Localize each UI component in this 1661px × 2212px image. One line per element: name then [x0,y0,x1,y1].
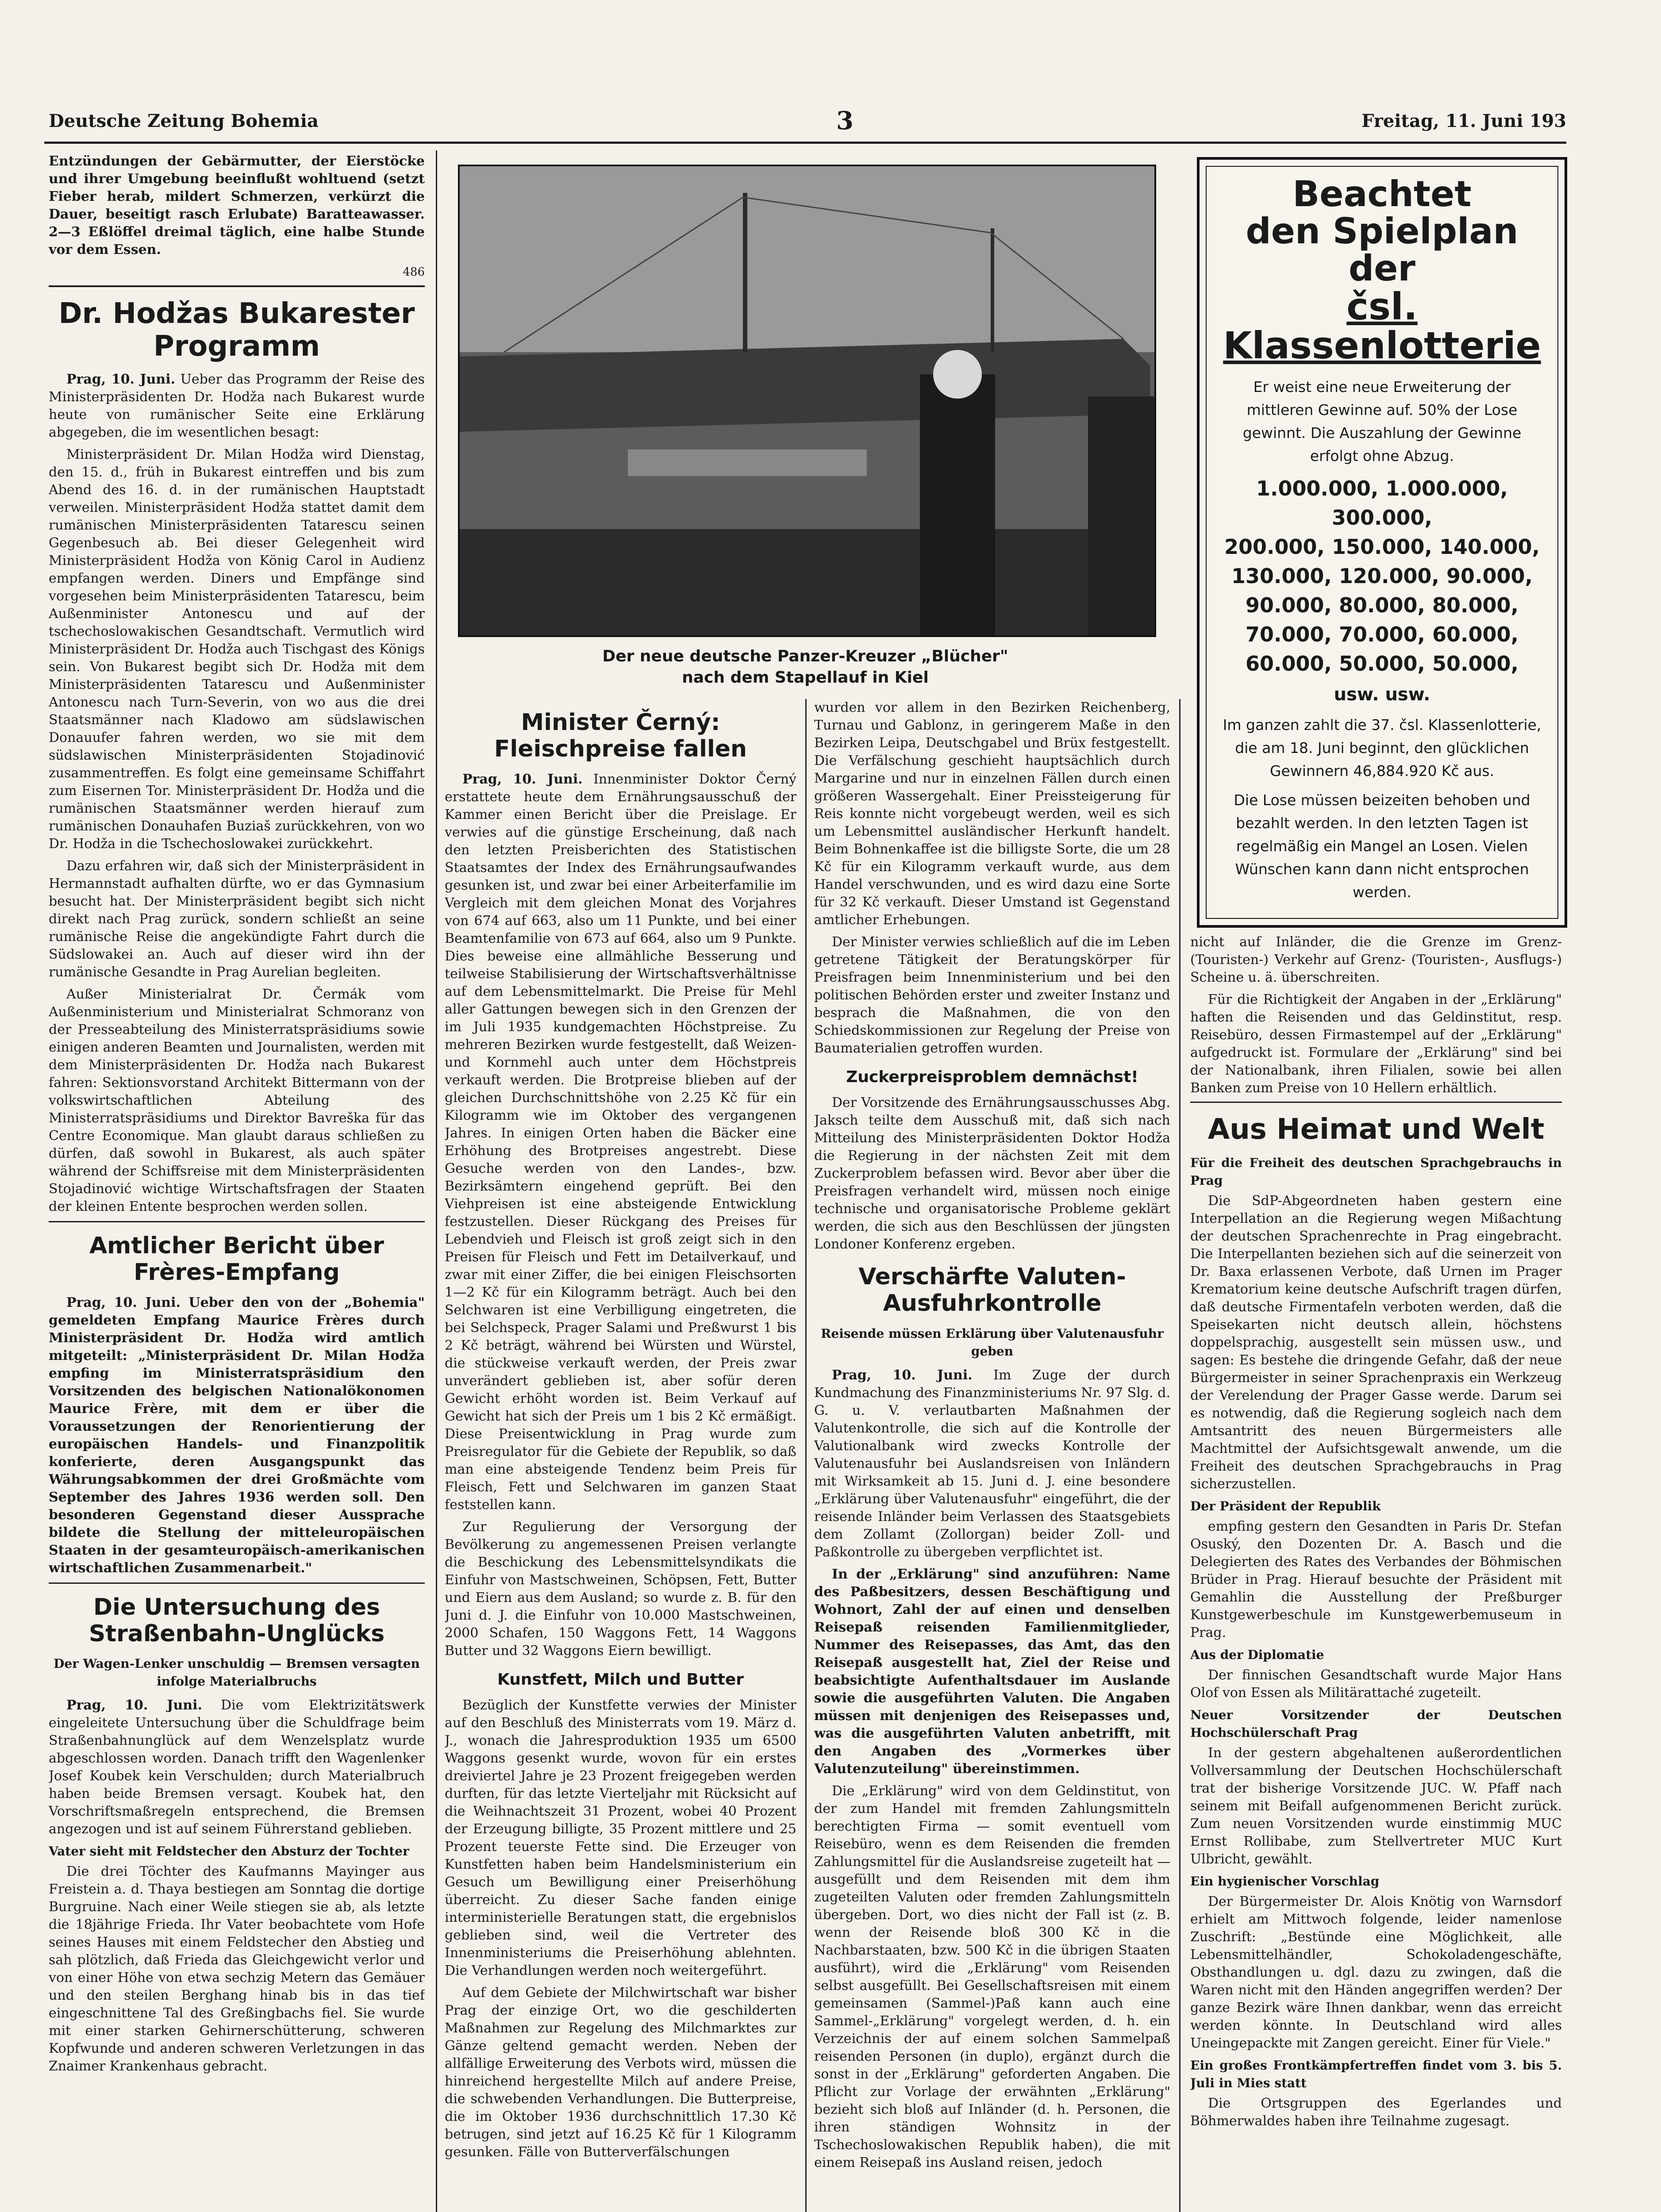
ad-prize-row: 90.000, 80.000, 80.000, [1246,593,1519,618]
article-text: Für die Richtigkeit der Angaben in der „Erklärung" haften die Reisenden und das Geldinstitut, resp. Reisebüro, dessen Firmastempel auf der „Erklärung" aufgedruckt ist. Formulare der „Erklärung" sind bei der Nationalbank, ihren Filialen, sowie bei allen Banken zum Preise von 10 Hellern erhältlich. [1190,992,1562,1096]
article-text: Der Minister verwies schließlich auf die im Leben getretene Tätigkeit der Beratungskörper für Preisfragen beim Innenministerium und bei den politischen Behörden erster und zweiter Instanz und besprach die Maßnahmen, die von den Schiedskommissionen zur Regelung der Preise von Baumaterialien getroffen wurden. [814,934,1170,1056]
issue-date: Freitag, 11. Juni 193 [1361,111,1566,131]
ad-prize-list [1218,474,1546,678]
page-number: 3 [836,106,854,135]
article-headline-fat: Kunstfett, Milch und Butter [497,1670,744,1689]
dateline: Prag, 10. Juni. [66,1697,202,1713]
article-text: Dazu erfahren wir, daß sich der Ministerpräsident in Hermannstadt aufhalten dürfte, wo er das Gymnasium besucht hat. Der Ministerpräsident begibt sich nicht direkt nach Prag zurück, sondern schließt an seine rumänische Reise die angekündigte Fahrt durch die Südslowakei an. Auch auf dieser wird ihn der rumänische Gesandte in Prag Aurelian begleiten. [49,858,425,980]
article-text: Auf dem Gebiete der Milchwirtschaft war bisher Prag der einzige Ort, wo die geschilderten Maßnahmen zur Regelung des Milchmarktes zur Gänze geltend gemacht werden. Neben der allfällige Erweiterung des Verbots wird, müssen die hinreichend hergestellte Milch auf andere Preise, die schwebenden Verhandlungen. Die Butterpreise, die im Oktober 1936 durchschnittlich 17.30 Kč betrugen, sind jetzt auf 16.25 Kč für 1 Kilogramm gesunken. Fälle von Butterverfälschungen [445,1985,796,2160]
divider [49,285,425,287]
dateline: Prag, 10. Juni. [832,1367,973,1383]
article-text: Die drei Töchter des Kaufmanns Mayinger aus Freistein a. d. Thaya bestiegen am Sonntag die dortige Burgruine. Nach einer Weile stiegen sie ab, als letzte die 18jährige Frieda. Ihr Vater beobachtete vom Hofe seines Hauses mit einem Feldstecher den Abstieg und sah plötzlich, daß Frieda das Gleichgewicht verlor und von einer Höhe von etwa sechzig Metern das Gemäuer und den steilen Berghang hinab bis in das tief eingeschnittene Tal des Greßingbachs fiel. Sie wurde mit einer starken Gehirnerschütterung, schweren Kopfwunde und anderen schweren Verletzungen in das Znaimer Krankenhaus gebracht. [49,1864,425,2074]
ad-prize-row: 70.000, 70.000, 60.000, [1246,622,1519,647]
article-minor-headline: Vater sieht mit Feldstecher den Absturz der Tochter [49,1844,409,1859]
paper-name: Deutsche Zeitung Bohemia [49,111,319,131]
article-minor-headline: Der Präsident der Republik [1190,1498,1381,1513]
article-subheadline: Der Wagen-Lenker unschuldig — Bremsen versagten infolge Materialbruchs [54,1656,420,1689]
article-text: Die SdP-Abgeordneten haben gestern eine Interpellation an die Regierung wegen Mißachtung der deutschen Sprachenrechte in Prag eingebracht. Die Interpellanten beziehen sich auf die seinerzeit von Dr. Baxa erlassenen Verbote, daß Urnen im Prager Krematorium keine deutsche Aufschrift tragen dürfen, daß deutsche Firmentafeln verboten werden, daß die Speisekarten nicht deutsch allein, höchstens doppelsprachig, ausgestellt sein müssen usw., und sagen: Es bestehe die dringende Gefahr, daß der neue Bürgermeister in seiner Sprachenpraxis ein Werkzeug der Verelendung der Prager Gasse werde. Darum sei es notwendig, daß die Regierung sogleich nach dem Amtsantritt des neuen Bürgermeisters alle Machtmittel der Aufsichtsgewalt anwende, um die Freiheit des deutschen Sprachgebrauchs in Prag sicherzustellen. [1190,1193,1562,1492]
article-text: Die „Erklärung" wird von dem Geldinstitut, von der zum Handel mit fremden Zahlungsmitteln berechtigten Firma — somit eventuell vom Reisebüro, wenn es dem Reisenden die fremden Zahlungsmittel für die Auslandsreise zugeteilt hat — ausgefüllt und dem Reisenden mit dem ihm zugeteilten Valuten oder fremden Zahlungsmitteln übergeben. Dort, wo dies nicht der Fall ist (z. B. wenn der Reisende bloß 300 Kč in die Nachbarstaaten, bzw. 500 Kč in die übrigen Staaten ausführt), wird die „Erklärung" vom Reisenden selbst ausgefüllt. Bei Gesellschaftsreisen mit einem gemeinsamen (Sammel-)Paß kann auch eine Sammel-„Erklärung" vorgelegt werden, d. h. ein Verzeichnis der auf einem solchen Sammelpaß reisenden Personen (in duplo), ergänzt durch die sonst in der „Erklärung" geforderten Angaben. Die Pflicht zur Vorlage der erwähnten „Erklärung" bezieht sich bloß auf Inländer (d. h. Personen, die ihren ständigen Wohnsitz in der Tschechoslowakischen Republik haben), die mit einem Reisepaß ins Ausland reisen, jedoch [814,1783,1170,2170]
article-text: In der gestern abgehaltenen außerordentlichen Vollversammlung der Deutschen Hochschülerschaft trat der bisherige Vorsitzende JUC. W. Pfaff nach seinem mit Beifall aufgenommenen Bericht zurück. Zum neuen Vorsitzenden wurde einstimmig MUC Ernst Rollibabe, zum Stellvertreter MUC Kurt Ulbricht, gewählt. [1190,1745,1562,1867]
ad-text: Im ganzen zahlt die 37. čsl. Klassenlotterie, die am 18. Juni beginnt, den glücklichen Gewinnern 46,884.920 Kč aus. [1223,716,1542,780]
section-headline-heimat: Aus Heimat und Welt [1207,1113,1545,1146]
article-text: Zur Regulierung der Versorgung der Bevölkerung zu angemessenen Preisen verlangte die Beschickung des Lebensmittelsyndikats die Einfuhr von Mastschweinen, Schöpsen, Fett, Butter und Eiern aus dem Ausland; so wurde z. B. für den Juni d. J. die Einfuhr von 10.000 Mastschweinen, 2000 Schafen, 150 Waggons Fett, 14 Waggons Butter und 32 Waggons Eiern bewilligt. [445,1519,796,1659]
ad-headline: den Spielplan der [1246,211,1519,289]
article-minor-headline: Ein großes Frontkämpfertreffen findet vom 3. bis 5. Juli in Mies statt [1190,2058,1562,2090]
article-text: Der finnischen Gesandtschaft wurde Major Hans Olof von Essen als Militärattaché zugeteilt. [1190,1667,1562,1701]
article-subheadline: Reisende müssen Erklärung über Valutenausfuhr geben [821,1326,1164,1359]
dateline: Prag, 10. Juni. [462,771,583,787]
divider [49,1221,425,1222]
ad-headline: čsl. Klassenlotterie [1223,285,1541,368]
article-text: Innenminister Doktor Černý erstattete heute dem Ernährungsausschuß der Kammer einen Bericht über die Preislage. Er verwies auf die günstige Erscheinung, daß nach den letzten Preisberichten des Statistischen Staatsamtes der Index des Ernährungsaufwandes gesunken ist, und zwar bei einer Arbeiterfamilie im Vergleich mit dem gleichen Monat des Vorjahres von 674 auf 663, also um 11 Punkte, und bei einer Beamtenfamilie von 673 auf 664, also um 9 Punkte. Dies beweise eine allmähliche Besserung und teilweise Stabilisierung der Wirtschaftsverhältnisse auf dem Lebensmittelmarkt. Die Preise für Mehl aller Gattungen bewegen sich in den Grenzen der im Juli 1935 kundgemachten Höchstpreise. Zu mehreren Bezirken wurde festgestellt, daß Weizen- und Kornmehl auch unter dem Höchstpreis verkauft werden. Die Brotpreise blieben auf der gleichen Durchschnittshöhe von 2.25 Kč für ein Kilogramm wie im Oktober des vergangenen Jahres. In einigen Orten haben die Bäcker eine Erhöhung des Brotpreises angestrebt. Diese Gesuche werden von den Landes-, bzw. Bezirksämtern eingehend geprüft. Bei den Viehpreisen ist eine absteigende Entwicklung festzustellen. Dieser Rückgang des Preises für Lebendvieh und Fleisch ist groß zeigt sich in den Preisen für Fleisch und Fett im Detailverkauf, und zwar mit einer Ziffer, die bei einigen Fleischsorten 1—2 Kč für ein Kilogramm beträgt. Auch bei den Selchwaren ist eine Verbilligung eingetreten, die bei Selchspeck, Prager Salami und Preßwurst 1 bis 2 Kč beträgt, während bei Würsten und Würstel, die stückweise verkauft werden, der Preis zwar unverändert geblieben ist, aber sofür deren Gewicht erhöht worden ist. Beim Verkauf auf Gewicht hat sich der Preis um 1 bis 2 Kč ermäßigt. Diese Preisentwicklung in Prag wurde zum Preisregulator für die Gebiete der Republik, so daß man eine absteigende Tendenz beim Preis für Fleisch, Fett und Selchwaren im ganzen Staat feststellen kann. [445,771,796,1513]
article-text: wurden vor allem in den Bezirken Reichenberg, Turnau und Gablonz, in geringerem Maße in den Bezirken Leipa, Deutschgabel und Brüx festgestellt. Die Verfälschung geschieht hauptsächlich durch Margarine und nur in einzelnen Fällen durch einen größeren Wassergehalt. Einer Preissteigerung für Reis konnte nicht vorgebeugt werden, weil es sich um Lebensmittel ausländischer Herkunft handelt. Beim Bohnenkaffee ist die billigste Sorte, die um 28 Kč für ein Kilogramm verkauft wurde, aus dem Handel verschwunden, und es wird dazu eine Sorte für 32 Kč verkauft. Dieser Umstand ist Gegenstand amtlicher Erhebungen. [814,700,1170,928]
article-headline-currency: Verschärfte Valuten-Ausfuhrkontrolle [858,1263,1126,1317]
ad-usw: usw. usw. [1334,684,1430,705]
lottery-advertisement [1197,157,1567,928]
cruiser-photo-image [460,166,1154,635]
ad-prize-row: 200.000, 150.000, 140.000, [1224,535,1540,559]
ad-text: Die Lose müssen beizeiten behoben und bezahlt werden. In den letzten Tagen ist regelmäßig ein Mangel an Losen. Vielen Wünschen kann dann nicht entsprochen werden. [1234,791,1530,901]
column-1 [49,153,425,2212]
masthead [49,106,1566,137]
ad-prize-row: 60.000, 50.000, 50.000, [1246,652,1519,676]
article-text: empfing gestern den Gesandten in Paris Dr. Stefan Osuský, den Dozenten Dr. A. Basch und die Delegierten des Rates des Verbandes der Böhmischen Brüder in Prag. Hierauf besuchte der Präsident mit Gemahlin die Ausstellung der Preßburger Kunstgewerbeschule im Kunstgewerbemuseum in Prag. [1190,1518,1562,1640]
article-headline-freres: Amtlicher Bericht über Frères-Empfang [89,1233,384,1286]
ad-prize-row: 130.000, 120.000, 90.000, [1231,564,1533,588]
article-text: Im Zuge der durch Kundmachung des Finanzministeriums Nr. 97 Slg. d. G. u. V. verlautbarten Maßnahmen der Valutenkontrolle, die sich auf die Kontrolle der Valutionalbank wird zwecks Kontrolle der Valutenausfuhr bei Auslandsreisen von Inländern mit Wirksamkeit ab 15. Juni d. J. eine besondere „Erklärung über Valutenausfuhr" eingeführt, die der reisende Inländer beim Verlassen des Staatsgebiets dem Zollamt (Zollorgan) beider Zoll- und Paßkontrolle zu übergeben verpflichtet ist. [814,1367,1170,1560]
divider [1190,1102,1562,1103]
article-minor-headline: Aus der Diplomatie [1190,1647,1324,1662]
column-4 [1190,933,1562,2212]
article-text: nicht auf Inländer, die die Grenze im Grenz- (Touristen-) Verkehr auf Grenz- (Touristen-, Ausflugs-) Scheine u. ä. überschreiten. [1190,934,1562,985]
ad-prize-row: 1.000.000, 1.000.000, 300.000, [1256,476,1508,530]
article-minor-headline: Neuer Vorsitzender der Deutschen Hochschülerschaft Prag [1190,1707,1562,1740]
photo-caption-line: Der neue deutsche Panzer-Kreuzer „Blücher" [602,647,1008,665]
masthead-rule [44,142,1566,144]
article-minor-headline: Ein hygienischer Vorschlag [1190,1874,1380,1889]
article-text: Die vom Elektrizitätswerk eingeleitete Untersuchung über die Schuldfrage beim Straßenbahnunglück auf dem Wenzelsplatz wurde abgeschlossen worden. Danach trifft den Wagenlenker Josef Koubek kein Verschulden; durch Materialbruch haben beide Bremsen versagt. Koubek hat, den Vorschriftsmaßregeln entsprechend, die Bremsen angezogen und ist auf seinem Führerstand geblieben. [49,1697,425,1837]
ad-headline: Beachtet [1292,173,1472,215]
article-text: Ministerpräsident Dr. Milan Hodža wird Dienstag, den 15. d., früh in Bukarest eintreffen und bis zum Abend des 16. d. in der rumänischen Hauptstadt verweilen. Ministerpräsident Hodža stattet damit dem rumänischen Ministerpräsidenten Tatarescu seinen Gegenbesuch ab. Bei dieser Gelegenheit wird Ministerpräsident Hodža von König Carol in Audienz empfangen werden. Diners und Empfänge sind vorgesehen beim Ministerpräsidenten Tatarescu, beim Außenminister Antonescu und auf der tschechoslowakischen Gesandtschaft. Vermutlich wird Ministerpräsident Dr. Hodža auch Tischgast des Königs sein. Von Bukarest begibt sich Dr. Hodža mit dem Ministerpräsidenten Tatarescu und Außenminister Antonescu nach Turn-Severin, von wo aus die drei Staatsmänner nach Kladowo am südslawischen Donauufer fahren werden, wo sie mit dem südslawischen Ministerpräsidenten Stojadinović zusammentreffen. Es folgt eine gemeinsame Schiffahrt zum Eisernen Tor. Ministerpräsident Dr. Hodža und die rumänischen Staatsmänner werden hierauf zum rumänischen Donauhafen Buziaš zurückkehren, von wo Dr. Hodža in die Tschechoslowakei zurückkehrt. [49,447,425,852]
article-text: Bezüglich der Kunstfette verwies der Minister auf den Beschluß des Ministerrats vom 19. März d. J., wonach die Jahresproduktion 1935 um 6500 Waggons gesenkt wurde, wovon für ein erstes dreiviertel Jahre je 23 Prozent freigegeben werden durften, für das letzte Vierteljahr mit Rücksicht auf die Weihnachtszeit 31 Prozent, wobei 40 Prozent der Erzeugung billigte, 35 Prozent mittlere und 25 Prozent teuerste Fette sind. Die Erzeuger von Kunstfetten haben beim Handelsministerium ein Gesuch um Bewilligung einer Preiserhöhung überreicht. Zu dieser Sache fanden einige interministerielle Beratungen statt, die ergebnislos geblieben sind, weil die Vertreter des Innenministeriums die Preiserhöhung ablehnten. Die Verhandlungen werden noch weitergeführt. [445,1697,796,1978]
divider [49,1582,425,1584]
lottery-ad-frame [1206,166,1558,919]
article-text: Der Vorsitzende des Ernährungsausschusses Abg. Jaksch teilte dem Ausschuß mit, daß sich nach Mitteilung des Ministerpräsidenten Doktor Hodža die Regierung in der nächsten Zeit mit dem Zuckerproblem befassen wird. Bevor aber über die Preisfragen verhandelt wird, müssen noch einige technische und organisatorische Probleme geklärt werden, die sich aus den Beschlüssen der jüngsten Londoner Konferenz ergeben. [814,1095,1170,1252]
column-divider [436,150,437,2212]
column-divider [1179,699,1180,2212]
article-headline-cerny: Minister Černý: Fleischpreise fallen [494,709,747,762]
article-text: Ueber den von der „Bohemia" gemeldeten Empfang Maurice Frères durch Ministerpräsident Dr. Hodža wird amtlich mitgeteilt: „Ministerpräsident Dr. Milan Hodža empfing im Ministerratspräsidium den Vorsitzenden des belgischen Nationalökonomen Maurice Frère, mit dem er über die Voraussetzungen der Renorientierung der europäischen Handels- und Finanzpolitik konferierte, deren Ausgangspunkt das Währungsabkommen der drei Großmächte vom September des Jahres 1936 werden soll. Den besonderen Gegenstand dieser Aussprache bildete die Stellung der mitteleuropäischen Staaten in der gesamteuropäisch-amerikanischen wirtschaftlichen Zusammenarbeit." [49,1294,425,1576]
article-headline-hodza: Dr. Hodžas Bukarester Programm [58,297,415,363]
article-text: In der „Erklärung" sind anzuführen: Name des Paßbesitzers, dessen Beschäftigung und Wohnort, Zahl der auf einen und denselben Reisepaß reisenden Familienmitglieder, Nummer des Reisepasses, das Amt, das den Reisepaß ausgestellt hat, Ziel der Reise und beabsichtigte Aufenthaltsdauer im Auslande sowie die ausgeführten Valuten. Die Angaben müssen mit denjenigen des Reisepasses und, was die ausgeführten Valuten anbetrifft, mit den Angaben des „Vormerkes über Valutenzuteilung" übereinstimmen. [814,1566,1170,1777]
intro-text: Entzündungen der Gebärmutter, der Eierstöcke und ihrer Umgebung beeinflußt wohltuend (setzt Fieber herab, mildert Schmerzen, verkürzt die Dauer, beseitigt rasch Erlubate) Baratteawasser. 2—3 Eßlöffel dreimal täglich, eine halbe Stunde vor dem Essen. [49,154,425,257]
article-minor-headline: Für die Freiheit des deutschen Sprachgebrauchs in Prag [1190,1155,1562,1188]
column-3 [814,699,1170,2212]
photo-caption-line: nach dem Stapellauf in Kiel [682,668,929,687]
article-headline-tram: Die Untersuchung des Straßenbahn-Unglücks [88,1594,385,1647]
dateline: Prag, 10. Juni. [66,372,176,388]
article-headline-sugar: Zuckerpreisproblem demnächst! [846,1068,1138,1086]
article-text: Die Ortsgruppen des Egerlandes und Böhmerwaldes haben ihre Teilnahme zugesagt. [1190,2095,1562,2129]
ad-text: Er weist eine neue Erweiterung der mittleren Gewinne auf. 50% der Lose gewinnt. Die Auszahlung der Gewinne erfolgt ohne Abzug. [1242,378,1522,465]
photo-caption [458,646,1153,688]
dateline: Prag, 10. Juni. [66,1294,181,1310]
cruiser-photo [458,165,1156,637]
column-divider [805,699,807,2212]
column-2 [445,699,796,2212]
article-text: Der Bürgermeister Dr. Alois Knötig von Warnsdorf erhielt am Mittwoch folgende, leider namenlose Zuschrift: „Bestünde eine Möglichkeit, alle Lebensmittelhändler, Schokoladengeschäfte, Obsthandlungen u. dgl. dazu zu zwingen, daß die Waren nicht mit den Händen angegriffen werden? Der ganze Bezirk wäre Ihnen dankbar, wenn das erreicht werden könnte. In Deutschland wird alles Uneingepackte mit Zangen gereicht. Einer für Viele." [1190,1893,1562,2051]
ad-code: 486 [403,265,425,279]
article-text: Ueber das Programm der Reise des Ministerpräsidenten Dr. Hodža nach Bukarest wurde heute von rumänischer Seite eine Erklärung abgegeben, die im wesentlichen besagt: [49,372,425,441]
article-text: Außer Ministerialrat Dr. Čermák vom Außenministerium und Ministerialrat Schmoranz von der Presseabteilung des Ministerratspräsidiums sowie einigen anderen Beamten und Journalisten, werden mit dem Ministerpräsidenten Dr. Hodža nach Bukarest fahren: Sektionsvorstand Architekt Bittermann von der volkswirtschaftlichen Abteilung des Ministerratspräsidiums und Direktor Bavreška für das Centre Economique. Man glaubt daraus schließen zu dürfen, daß sowohl in Bukarest, als auch später während der Schiffsreise mit dem Ministerpräsidenten Stojadinović wichtige Wirtschaftsfragen der Staaten der kleinen Entente besprochen werden sollen. [49,987,425,1215]
